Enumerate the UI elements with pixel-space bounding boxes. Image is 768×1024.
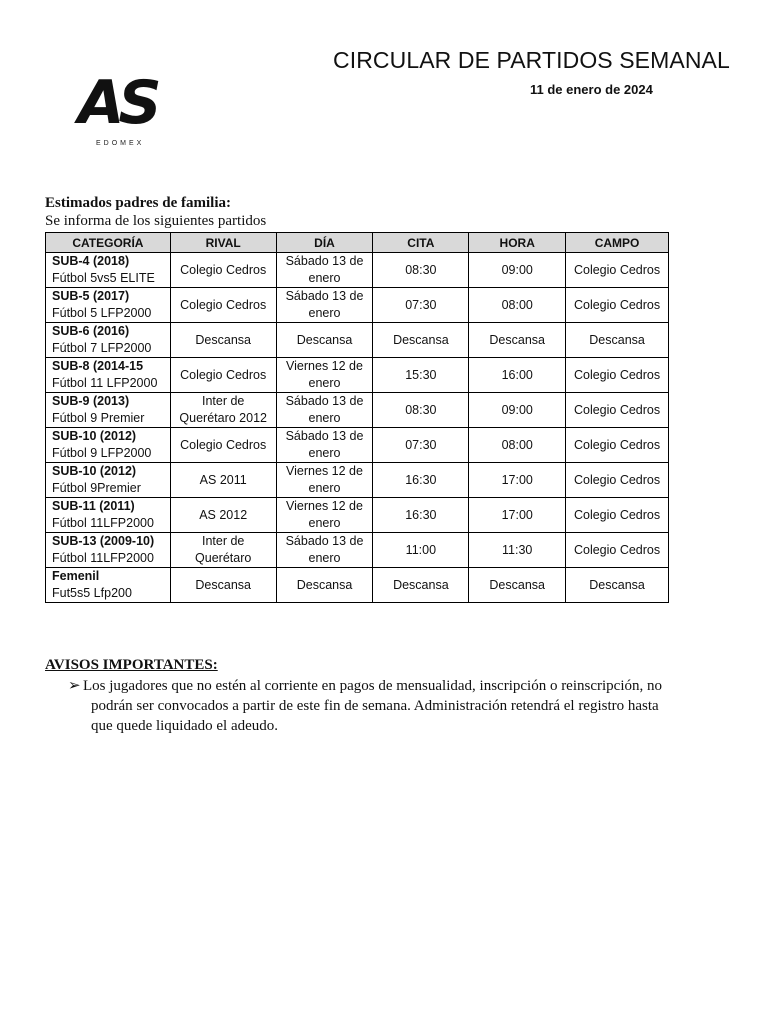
cell-campo: Colegio Cedros <box>566 428 669 463</box>
category-league: Fútbol 11 LFP2000 <box>52 376 158 390</box>
table-row <box>46 533 669 568</box>
category-league: Fútbol 9 LFP2000 <box>52 446 152 460</box>
category-league: Fútbol 9Premier <box>52 481 141 495</box>
cell-hora: 09:00 <box>469 393 566 428</box>
cell-categoria <box>46 253 171 288</box>
cell-dia: Sábado 13 de enero <box>276 288 373 323</box>
cell-categoria <box>46 323 171 358</box>
table-row <box>46 393 669 428</box>
category-name: Femenil <box>52 569 100 583</box>
category-league: Fútbol 11LFP2000 <box>52 551 154 565</box>
cell-dia: Sábado 13 de enero <box>276 533 373 568</box>
greeting: Estimados padres de familia: <box>45 195 231 211</box>
cell-rival: Colegio Cedros <box>170 428 276 463</box>
category-league: Fútbol 5 LFP2000 <box>52 306 152 320</box>
header-rival: RIVAL <box>170 233 276 253</box>
cell-dia: Viernes 12 de enero <box>276 358 373 393</box>
cell-rival: Descansa <box>170 323 276 358</box>
cell-categoria <box>46 358 171 393</box>
category-name: SUB-6 (2016) <box>52 324 130 338</box>
cell-cita: Descansa <box>373 568 469 603</box>
cell-hora: 08:00 <box>469 288 566 323</box>
cell-rival: Inter de Querétaro 2012 <box>170 393 276 428</box>
cell-categoria <box>46 498 171 533</box>
cell-hora: 08:00 <box>469 428 566 463</box>
cell-rival: AS 2011 <box>170 463 276 498</box>
header-dia: DÍA <box>276 233 373 253</box>
cell-cita: 07:30 <box>373 288 469 323</box>
cell-cita: 15:30 <box>373 358 469 393</box>
cell-categoria <box>46 533 171 568</box>
cell-campo: Descansa <box>566 323 669 358</box>
table-row <box>46 498 669 533</box>
cell-hora: Descansa <box>469 323 566 358</box>
cell-cita: 08:30 <box>373 393 469 428</box>
table-row <box>46 358 669 393</box>
notice-block <box>68 676 708 736</box>
cell-categoria <box>46 393 171 428</box>
cell-categoria <box>46 288 171 323</box>
club-logo <box>78 70 168 152</box>
circular-date: 11 de enero de 2024 <box>530 82 653 97</box>
cell-cita: 16:30 <box>373 498 469 533</box>
cell-campo: Colegio Cedros <box>566 393 669 428</box>
table-row <box>46 428 669 463</box>
cell-rival: Descansa <box>170 568 276 603</box>
cell-dia: Viernes 12 de enero <box>276 498 373 533</box>
cell-hora: 17:00 <box>469 463 566 498</box>
cell-cita: 07:30 <box>373 428 469 463</box>
arrow-bullet-icon: ➢ <box>68 678 81 694</box>
notice-heading: AVISOS IMPORTANTES: <box>45 657 218 673</box>
category-league: Fútbol 5vs5 ELITE <box>52 271 155 285</box>
category-name: SUB-10 (2012) <box>52 464 137 478</box>
cell-hora: 09:00 <box>469 253 566 288</box>
matches-table <box>45 232 669 603</box>
cell-cita: 08:30 <box>373 253 469 288</box>
cell-campo: Colegio Cedros <box>566 253 669 288</box>
logo-subtitle: EDOMEX <box>96 140 145 147</box>
table-row <box>46 323 669 358</box>
cell-dia: Sábado 13 de enero <box>276 393 373 428</box>
cell-dia: Sábado 13 de enero <box>276 428 373 463</box>
table-row <box>46 253 669 288</box>
cell-hora: 17:00 <box>469 498 566 533</box>
category-name: SUB-10 (2012) <box>52 429 137 443</box>
cell-dia: Viernes 12 de enero <box>276 463 373 498</box>
category-name: SUB-4 (2018) <box>52 254 130 268</box>
cell-hora: Descansa <box>469 568 566 603</box>
header-hora: HORA <box>469 233 566 253</box>
cell-cita: 11:00 <box>373 533 469 568</box>
table-row <box>46 463 669 498</box>
cell-rival: Colegio Cedros <box>170 253 276 288</box>
category-name: SUB-8 (2014-15 <box>52 359 144 373</box>
cell-dia: Descansa <box>276 323 373 358</box>
cell-campo: Colegio Cedros <box>566 463 669 498</box>
cell-rival: Inter de Querétaro <box>170 533 276 568</box>
cell-cita: Descansa <box>373 323 469 358</box>
table-row <box>46 288 669 323</box>
cell-campo: Colegio Cedros <box>566 358 669 393</box>
category-league: Fútbol 7 LFP2000 <box>52 341 152 355</box>
cell-hora: 11:30 <box>469 533 566 568</box>
category-league: Fútbol 9 Premier <box>52 411 145 425</box>
cell-rival: AS 2012 <box>170 498 276 533</box>
category-league: Fut5s5 Lfp200 <box>52 586 132 600</box>
notice-line-3: que quede liquidado el adeudo. <box>91 718 279 734</box>
cell-campo: Descansa <box>566 568 669 603</box>
cell-campo: Colegio Cedros <box>566 498 669 533</box>
table-row <box>46 568 669 603</box>
header-campo: CAMPO <box>566 233 669 253</box>
cell-dia: Descansa <box>276 568 373 603</box>
cell-rival: Colegio Cedros <box>170 358 276 393</box>
cell-dia: Sábado 13 de enero <box>276 253 373 288</box>
cell-categoria <box>46 463 171 498</box>
logo-mark: AS <box>78 68 156 138</box>
notice-line-1: Los jugadores que no estén al corriente en pagos de mensualidad, inscripción o reinscripción, no <box>83 678 662 694</box>
cell-cita: 16:30 <box>373 463 469 498</box>
cell-categoria <box>46 568 171 603</box>
table-header-row <box>46 233 669 253</box>
intro-text: Se informa de los siguientes partidos <box>45 213 267 229</box>
cell-rival: Colegio Cedros <box>170 288 276 323</box>
cell-campo: Colegio Cedros <box>566 533 669 568</box>
cell-categoria <box>46 428 171 463</box>
cell-campo: Colegio Cedros <box>566 288 669 323</box>
category-name: SUB-5 (2017) <box>52 289 130 303</box>
category-name: SUB-9 (2013) <box>52 394 130 408</box>
category-name: SUB-11 (2011) <box>52 499 135 513</box>
header-cita: CITA <box>373 233 469 253</box>
cell-hora: 16:00 <box>469 358 566 393</box>
notice-line-2: podrán ser convocados a partir de este fin de semana. Administración retendrá el registro hasta <box>91 698 659 714</box>
page-title: CIRCULAR DE PARTIDOS SEMANAL <box>333 47 730 73</box>
header-categoria: CATEGORÍA <box>46 233 171 253</box>
category-name: SUB-13 (2009-10) <box>52 534 155 548</box>
category-league: Fútbol 11LFP2000 <box>52 516 154 530</box>
